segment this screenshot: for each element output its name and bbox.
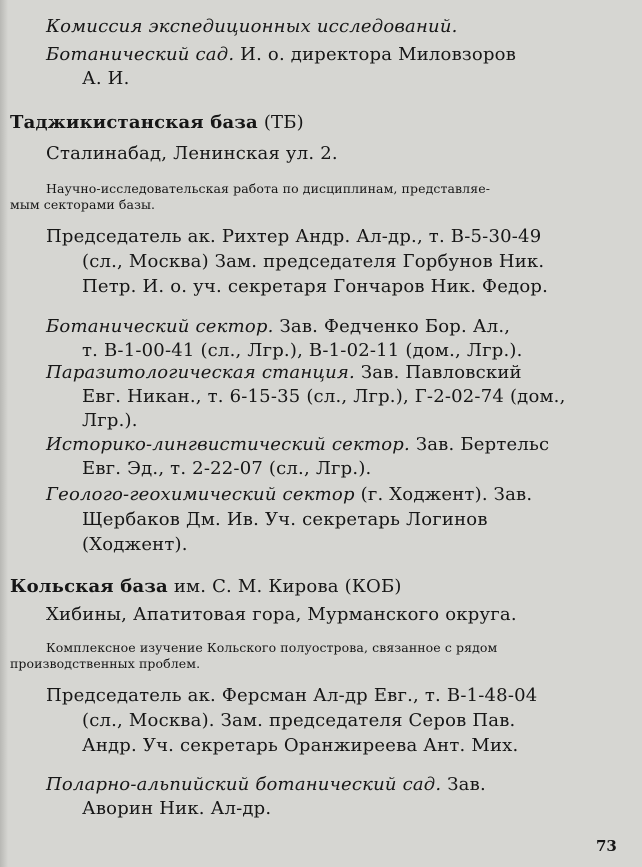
text-span: Геолого-геохимический сектор	[46, 484, 355, 505]
small-text-line: производственных проблем.	[10, 656, 201, 671]
text-line	[46, 774, 486, 796]
text-span: Поларно-альпийский ботанический сад.	[46, 774, 442, 795]
text-line: Аворин Ник. Ал-др.	[82, 798, 272, 819]
text-line	[46, 362, 522, 384]
text-line: Евг. Никан., т. 6-15-35 (сл., Лгр.), Г-2-02-74 (дом.,	[82, 386, 566, 407]
text-line: Петр. И. о. уч. секретаря Гончаров Ник. Федор.	[82, 276, 549, 297]
heading-abbr: им. С. М. Кирова (КОБ)	[173, 576, 402, 597]
text-line: Хибины, Апатитовая гора, Мурманского округа.	[46, 604, 517, 625]
text-span: Паразитологическая станция.	[46, 362, 355, 383]
section-heading	[10, 576, 402, 598]
text-span: Ботанический сад.	[46, 44, 235, 65]
text-line: Щербаков Дм. Ив. Уч. секретарь Логинов	[82, 509, 488, 530]
text-line: Председатель ак. Рихтер Андр. Ал-др., т. В-5-30-49	[46, 226, 542, 247]
text-span: Зав. Павловский	[360, 362, 522, 383]
heading-bold: Таджикистанская база	[10, 112, 258, 133]
page-number: 73	[596, 837, 617, 855]
text-line: Сталинабад, Ленинская ул. 2.	[46, 143, 338, 164]
text-line: (сл., Москва). Зам. председателя Серов Пав.	[82, 710, 516, 731]
text-line: Андр. Уч. секретарь Оранжиреева Ант. Мих.	[82, 735, 519, 756]
text-line	[46, 44, 516, 66]
text-line: (Ходжент).	[82, 534, 188, 555]
heading-bold: Кольская база	[10, 576, 168, 597]
text-line	[46, 484, 532, 506]
text-line: (сл., Москва) Зам. председателя Горбунов Ник.	[82, 251, 545, 272]
section-heading	[10, 112, 304, 134]
text-line: Лгр.).	[82, 410, 138, 431]
small-text-line: мым секторами базы.	[10, 197, 156, 212]
heading-abbr: (ТБ)	[263, 112, 304, 133]
text-line: Председатель ак. Ферсман Ал-др Евг., т. В-1-48-04	[46, 685, 538, 706]
small-text-line: Комплексное изучение Кольского полуострова, связанное с рядом	[46, 640, 498, 655]
text-span: (г. Ходжент). Зав.	[360, 484, 533, 505]
text-line	[46, 434, 549, 456]
text-span: И. о. директора Миловзоров	[240, 44, 517, 65]
small-text-line: Научно-исследовательская работа по дисциплинам, представляе-	[46, 181, 491, 196]
text-span: Зав. Бертельс	[415, 434, 550, 455]
text-span: Зав. Федченко Бор. Ал.,	[279, 316, 511, 337]
text-span: Историко-лингвистический сектор.	[46, 434, 410, 455]
text-line: А. И.	[82, 68, 130, 89]
text-span: Зав.	[447, 774, 486, 795]
text-span: Ботанический сектор.	[46, 316, 274, 337]
text-line	[46, 316, 510, 338]
text-line: Евг. Эд., т. 2-22-07 (сл., Лгр.).	[82, 458, 372, 479]
text-line: Комиссия экспедиционных исследований.	[46, 16, 458, 37]
text-line: т. В-1-00-41 (сл., Лгр.), В-1-02-11 (дом., Лгр.).	[82, 340, 523, 361]
